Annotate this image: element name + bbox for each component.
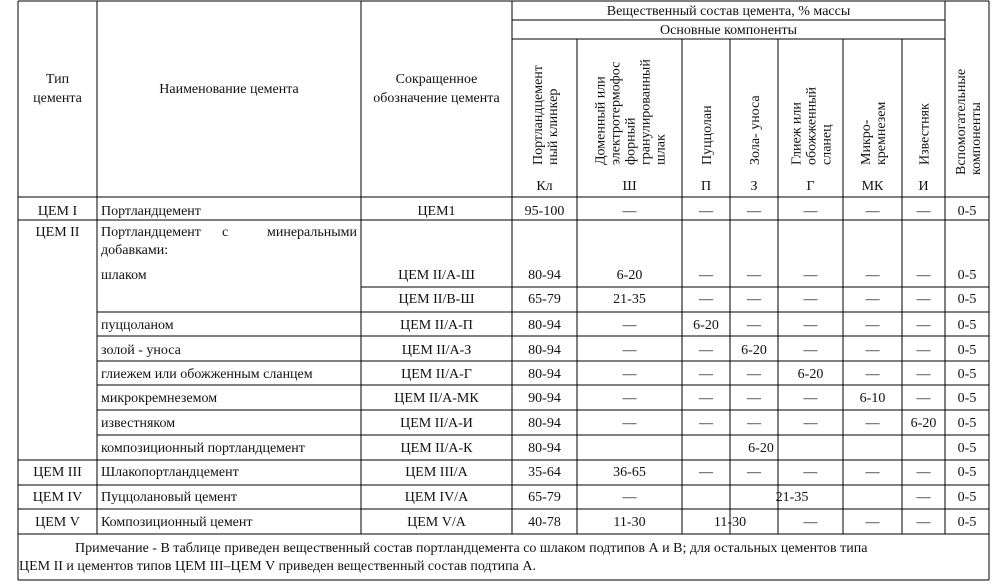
cell-mk: — (865, 318, 880, 333)
cell-sh: — (622, 204, 637, 219)
row-abbr: ЦЕМ II/А-Г (401, 367, 472, 382)
row-abbr: ЦЕМ V/А (407, 515, 466, 530)
row-name: добавками: (101, 243, 169, 258)
component-code: З (750, 179, 758, 194)
cell-p: — (699, 292, 713, 307)
row-name: известняком (101, 416, 176, 431)
component-code: Ш (622, 179, 637, 194)
component-header: шлак (653, 134, 669, 165)
row-name: минеральными (266, 225, 357, 240)
row-abbr: ЦЕМ II/А-И (400, 416, 473, 431)
cell-sh: — (622, 367, 637, 382)
cell-z: — (747, 465, 761, 480)
cell-kl: 80-94 (528, 441, 561, 456)
cell-i: — (916, 343, 931, 358)
cell-kl: 65-79 (528, 490, 561, 505)
aux-header: Вспомогательные (954, 68, 969, 175)
cell-kl: 90-94 (528, 391, 561, 406)
cell-z: — (747, 367, 761, 382)
cell-kl: 95-100 (524, 204, 565, 219)
component-header: Доменный или (593, 76, 609, 165)
row-abbr: ЦЕМ II/А-П (400, 318, 473, 333)
row-abbr: ЦЕМ III/А (405, 465, 468, 480)
cell-kl: 35-64 (528, 465, 561, 480)
cell-kl: 65-79 (528, 292, 561, 307)
cell-sh: 36-65 (613, 465, 646, 480)
cell-p: — (699, 343, 713, 358)
note-line: ЦЕМ II и цементов типов ЦЕМ III–ЦЕМ V приведен вещественный состав подтипа А. (19, 559, 536, 574)
cell-z: — (747, 318, 761, 333)
row-type: ЦЕМ III (33, 465, 82, 480)
row-name: золой - уноса (101, 343, 181, 358)
component-header: ный клинкер (546, 88, 561, 165)
cell-aux: 0-5 (957, 292, 977, 307)
col-abbr-header: Сокращенное (395, 72, 478, 87)
cell-aux: 0-5 (957, 490, 977, 505)
cell-aux: 0-5 (957, 441, 977, 456)
row-name: шлаком (101, 268, 147, 283)
cell-p: — (699, 416, 713, 431)
cell-kl: 80-94 (528, 367, 561, 382)
cell-mk: 6-10 (859, 391, 886, 406)
component-header: Глиеж или (789, 102, 805, 165)
component-header: сланец (819, 124, 835, 165)
component-header: кремнезем (874, 101, 889, 165)
cell-i: 6-20 (910, 416, 937, 431)
cell-sh: 21-35 (613, 292, 646, 307)
col-type-header: цемента (33, 91, 82, 106)
cell-z: — (747, 391, 761, 406)
cell-g: — (803, 515, 818, 530)
component-code: Кл (536, 179, 553, 194)
cell-g: — (803, 292, 818, 307)
cell-i: — (916, 391, 931, 406)
cell-i: — (916, 292, 931, 307)
cell-aux: 0-5 (957, 416, 977, 431)
component-header: Микро- (859, 119, 874, 165)
cell-p: — (699, 367, 713, 382)
row-type: ЦЕМ V (35, 515, 80, 530)
cell-aux: 0-5 (957, 204, 977, 219)
cell-pz: 11-30 (713, 515, 747, 530)
cell-sh: — (622, 416, 637, 431)
cell-sh: 11-30 (613, 515, 646, 530)
cell-g: 6-20 (797, 367, 824, 382)
cell-i: — (916, 490, 931, 505)
cell-i: — (916, 515, 931, 530)
cell-mk: — (865, 343, 880, 358)
cell-aux: 0-5 (957, 515, 977, 530)
cell-aux: 0-5 (957, 318, 977, 333)
cell-kl: 40-78 (528, 515, 561, 530)
cell-sh: 6-20 (616, 268, 643, 283)
row-name: композиционный портландцемент (101, 441, 305, 456)
cell-kl: 80-94 (528, 318, 561, 333)
col-type-header: Тип (45, 72, 70, 87)
row-abbr: ЦЕМ IV/А (404, 490, 469, 505)
row-name: Шлакопортландцемент (101, 465, 239, 480)
cell-mk: — (865, 292, 880, 307)
cell-mk: — (865, 268, 880, 283)
cell-aux: 0-5 (957, 465, 977, 480)
cell-g: — (803, 465, 818, 480)
cell-span: 6-20 (748, 441, 774, 456)
cell-mk: — (865, 367, 880, 382)
cell-kl: 80-94 (528, 416, 561, 431)
cell-z: — (747, 204, 761, 219)
row-abbr: ЦЕМ II/А-МК (394, 391, 479, 406)
component-code: МК (861, 179, 884, 194)
cell-g: — (803, 318, 818, 333)
cell-sh: — (622, 343, 637, 358)
cell-g: — (803, 416, 818, 431)
row-abbr: ЦЕМ II/В-Ш (398, 292, 475, 307)
row-name: Пуццолановый цемент (101, 490, 238, 505)
cell-i: — (916, 204, 931, 219)
cell-g: — (803, 391, 818, 406)
row-name: пуццоланом (101, 318, 174, 333)
aux-header: компоненты (969, 102, 984, 175)
component-code: П (700, 179, 712, 194)
cell-aux: 0-5 (957, 343, 977, 358)
note-line: Примечание - В таблице приведен вещественный состав портландцемента со шлаком подтипов А и В; для остальных цементов типа (75, 541, 868, 556)
component-header: Портландцемент (531, 65, 546, 165)
cell-z: 6-20 (741, 343, 767, 358)
cell-sh: — (622, 490, 637, 505)
cell-mk: — (865, 465, 880, 480)
cell-aux: 0-5 (957, 391, 977, 406)
row-type: ЦЕМ II (35, 225, 80, 240)
cell-g: — (803, 343, 818, 358)
component-code: И (918, 179, 929, 194)
cell-kl: 80-94 (528, 343, 561, 358)
cell-aux: 0-5 (957, 268, 977, 283)
component-header: Пуццолан (700, 105, 715, 165)
col-abbr-header: обозначение цемента (373, 91, 500, 106)
row-type: ЦЕМ I (37, 204, 78, 219)
component-header: Зола- уноса (748, 95, 763, 165)
row-name: Портландцемент (101, 204, 201, 219)
cell-i: — (916, 318, 931, 333)
component-header: Известняк (917, 103, 933, 165)
cell-p: 6-20 (693, 318, 719, 333)
row-abbr: ЦЕМ1 (417, 204, 456, 219)
table-text (19, 4, 984, 574)
row-name: микрокремнеземом (101, 391, 218, 406)
row-abbr: ЦЕМ II/А-З (401, 343, 472, 358)
row-name: Портландцемент (101, 225, 201, 240)
main-components-header: Основные компоненты (660, 23, 797, 38)
row-abbr: ЦЕМ II/А-Ш (398, 268, 475, 283)
component-header: электротермофос (608, 61, 624, 165)
cell-g: — (803, 268, 818, 283)
cell-z: — (747, 416, 761, 431)
cell-kl: 80-94 (528, 268, 561, 283)
cell-p: — (699, 391, 713, 406)
cell-mk: — (865, 515, 880, 530)
cell-mk: — (865, 204, 880, 219)
cell-p: — (699, 465, 713, 480)
cell-z: — (747, 292, 761, 307)
cell-aux: 0-5 (957, 367, 977, 382)
cell-i: — (916, 465, 931, 480)
top-header: Вещественный состав цемента, % массы (606, 4, 851, 19)
cell-g: — (803, 204, 818, 219)
cell-p: — (699, 268, 713, 283)
row-name: Композиционный цемент (101, 515, 253, 530)
component-header: форный (623, 117, 639, 165)
component-header: обожженный (804, 86, 820, 165)
col-name-header: Наименование цемента (159, 82, 299, 97)
cell-sh: — (622, 391, 637, 406)
cell-z: — (747, 268, 761, 283)
cell-i: — (916, 268, 931, 283)
cell-p: — (699, 204, 713, 219)
cell-span: 21-35 (775, 490, 809, 505)
row-abbr: ЦЕМ II/А-К (400, 441, 473, 456)
row-type: ЦЕМ IV (32, 490, 83, 505)
cell-mk: — (865, 416, 880, 431)
row-name: глиежем или обожженным сланцем (101, 367, 313, 382)
component-code: Г (806, 179, 815, 194)
row-name: с (222, 225, 229, 240)
component-header: гранулированный (638, 59, 654, 165)
cell-sh: — (622, 318, 637, 333)
cell-i: — (916, 367, 931, 382)
